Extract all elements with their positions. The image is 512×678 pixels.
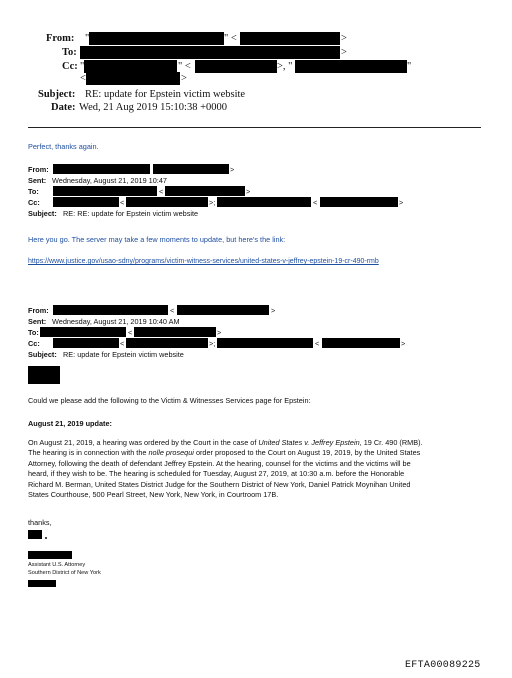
redaction-block	[195, 60, 277, 73]
reply-text: Perfect, thanks again.	[28, 142, 99, 151]
header-cc-quote-2: "	[407, 61, 412, 72]
email2-to-label: To:	[28, 187, 39, 196]
header-from-label: From:	[46, 33, 75, 44]
redaction-block	[28, 551, 72, 559]
redaction-block	[28, 530, 42, 539]
redaction-block	[126, 197, 208, 207]
update-line-5: Richard M. Berman, United States District Judge for the Southern District of New York, Daniel Patrick Moynihan United	[28, 480, 411, 489]
update-line-3: Attorney, following the death of defendant Jeffrey Epstein. At the hearing, counsel for the victims and the victims will be	[28, 459, 411, 468]
header-from-bracket: " <	[224, 33, 237, 44]
signature-office: Southern District of New York	[28, 570, 101, 576]
email2-body: Here you go. The server may take a few moments to update, but here's the link:	[28, 235, 286, 244]
header-cc-bracket-2: <	[80, 73, 86, 84]
header-from-quote: "	[85, 33, 90, 44]
update-line-6: States Courthouse, 500 Pearl Street, New York, New York, in Courtroom 17B.	[28, 490, 279, 499]
header-date-label: Date:	[51, 102, 76, 113]
redaction-block	[177, 305, 269, 315]
redaction-block	[86, 72, 180, 85]
header-subject: RE: update for Epstein victim website	[85, 89, 246, 100]
header-cc-bracket: " <	[178, 61, 191, 72]
header-to-end: >	[341, 47, 347, 58]
redaction-block	[53, 164, 150, 174]
redaction-block	[28, 366, 60, 384]
redaction-block	[40, 327, 126, 337]
redaction-block	[126, 338, 208, 348]
email2-subject: RE: RE: update for Epstein victim website	[63, 209, 199, 218]
redaction-block	[322, 338, 400, 348]
header-from-end: >	[341, 33, 347, 44]
redaction-block	[295, 60, 407, 73]
email3-sent: Wednesday, August 21, 2019 10:40 AM	[52, 317, 180, 326]
update-heading: August 21, 2019 update:	[28, 419, 112, 428]
divider	[28, 127, 481, 128]
redaction-block	[217, 197, 311, 207]
victim-page-link[interactable]: https://www.justice.gov/usao-sdny/programs/victim-witness-services/united-states-v-jeffrey-epstein-19-cr-490-rmb	[28, 258, 379, 265]
email2-subject-label: Subject:	[28, 209, 57, 218]
redaction-block	[217, 338, 313, 348]
redaction-block	[153, 164, 229, 174]
header-date: Wed, 21 Aug 2019 15:10:38 +0000	[79, 102, 227, 113]
header-subject-label: Subject:	[38, 89, 76, 100]
update-line-2: The hearing is in connection with the nolle prosequi order proposed to the Court on August 19, 2019, by the United States	[28, 448, 421, 457]
email3-from-label: From:	[28, 306, 49, 315]
header-cc-end: >	[181, 73, 187, 84]
header-cc-comma: >, "	[277, 61, 293, 72]
redaction-block	[53, 186, 157, 196]
email3-subject-label: Subject:	[28, 350, 57, 359]
email2-cc-label: Cc:	[28, 198, 40, 207]
redaction-block	[53, 197, 119, 207]
email3-subject: RE: update for Epstein victim website	[63, 350, 184, 359]
redaction-block	[80, 46, 340, 59]
redaction-block	[240, 32, 340, 45]
redaction-block	[89, 32, 224, 45]
update-line-4: heard, if they wish to be. The hearing is scheduled for Tuesday, August 27, 2019, at 10:30 a.m. before the Honorable	[28, 469, 405, 478]
redaction-block	[28, 580, 56, 587]
email2-from-label: From:	[28, 165, 49, 174]
signature-title: Assistant U.S. Attorney	[28, 562, 86, 568]
thanks: thanks,	[28, 518, 52, 527]
redaction-block	[134, 327, 216, 337]
header-cc-label: Cc:	[62, 61, 78, 72]
email3-sent-label: Sent:	[28, 317, 47, 326]
email2-sent-label: Sent:	[28, 176, 47, 185]
header-to-label: To:	[62, 47, 77, 58]
bates-number: EFTA00089225	[405, 660, 481, 671]
redaction-block	[53, 305, 168, 315]
redaction-block	[53, 338, 119, 348]
email2-sent: Wednesday, August 21, 2019 10:47	[52, 176, 167, 185]
header-cc-quote: "	[80, 61, 85, 72]
email3-request: Could we please add the following to the Victim & Witnesses Services page for Epstein:	[28, 396, 311, 405]
update-line-1: On August 21, 2019, a hearing was ordered by the Court in the case of United States v. Jeffrey Epstein, 19 Cr. 490 (RMB).	[28, 438, 423, 447]
redaction-block	[320, 197, 398, 207]
email3-to-label: To:	[28, 328, 39, 337]
email3-cc-label: Cc:	[28, 339, 40, 348]
redaction-block	[165, 186, 245, 196]
